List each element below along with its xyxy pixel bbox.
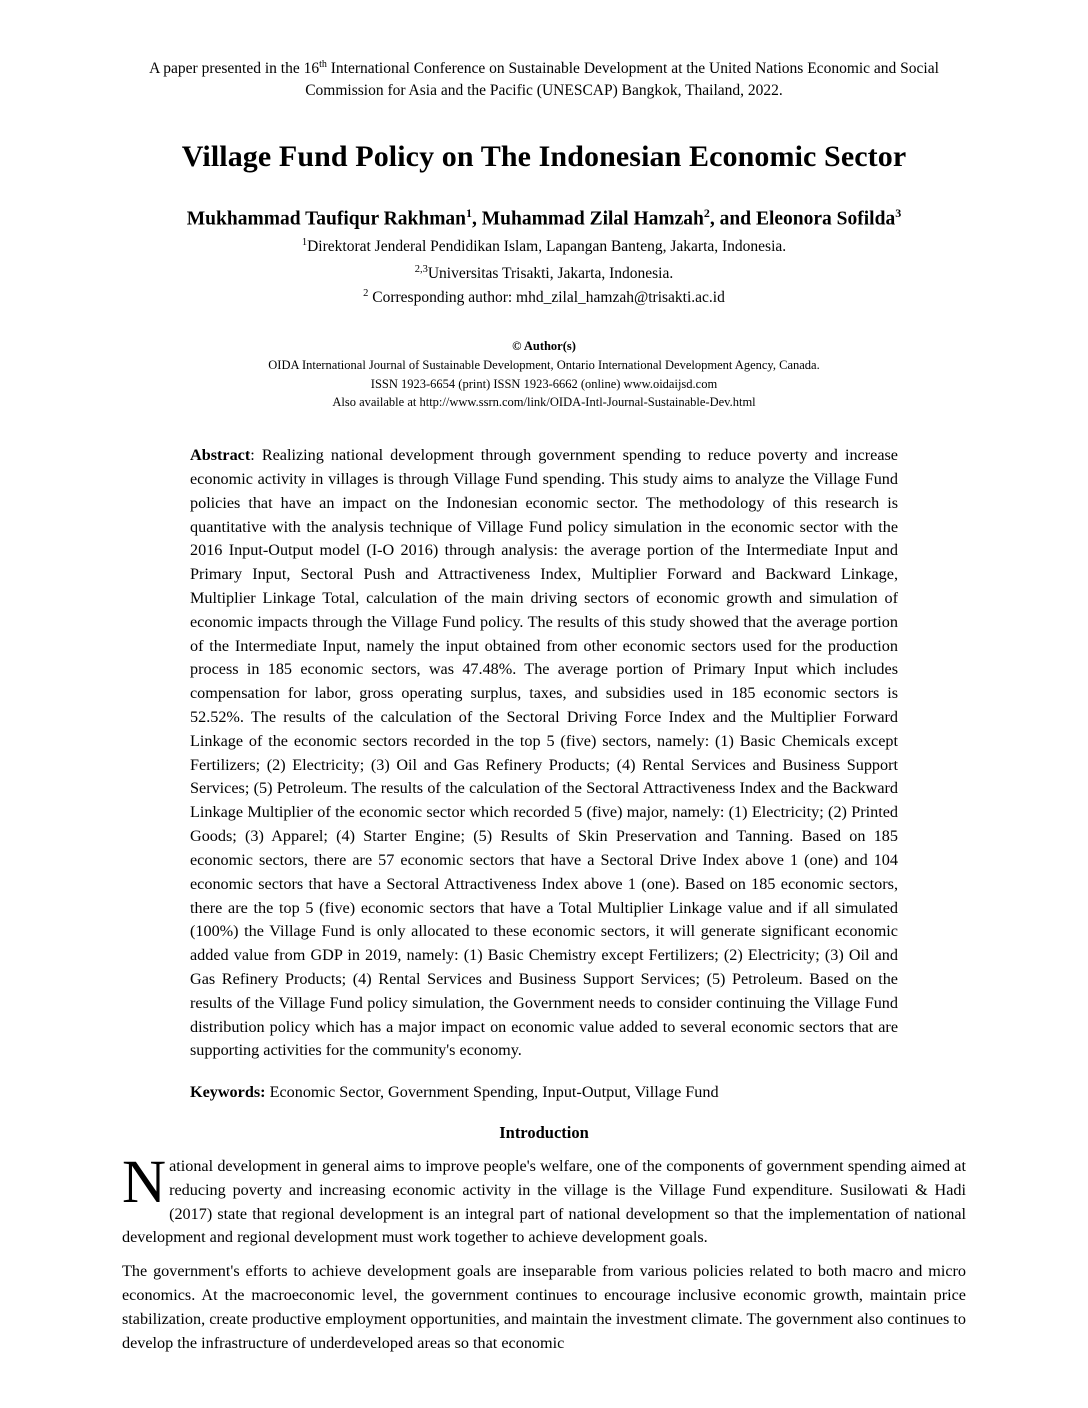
introduction-heading: Introduction xyxy=(499,1123,589,1142)
abstract-label: Abstract xyxy=(190,446,251,465)
keywords-label: Keywords: xyxy=(190,1083,266,1102)
affiliation-1-marker: 1 xyxy=(301,236,308,248)
journal-name-line: OIDA International Journal of Sustainable Development, Ontario International Development Agency, Canada. xyxy=(268,357,820,372)
corresponding-author-text: Corresponding author: mhd_zilal_hamzah@trisakti.ac.id xyxy=(368,289,725,307)
corresponding-author xyxy=(122,288,966,307)
affiliation-1 xyxy=(122,235,966,259)
copyright-line: © Author(s) xyxy=(512,339,576,354)
author-3-name: Eleonora Sofilda xyxy=(755,208,896,230)
introduction-paragraph-1 xyxy=(122,1149,966,1250)
keywords-section xyxy=(122,1081,966,1105)
author-separator-2: , and xyxy=(709,208,756,230)
author-2-name: Muhammad Zilal Hamzah xyxy=(481,208,704,230)
corresponding-author-marker: 2 xyxy=(363,287,369,299)
affiliation-2-marker: 2,3 xyxy=(414,264,428,276)
journal-issn-line: ISSN 1923-6654 (print) ISSN 1923-6662 (online) www.oidaijsd.com xyxy=(370,376,718,391)
author-1-affiliation-marker: 1 xyxy=(466,206,473,221)
author-separator-1: , xyxy=(472,208,482,230)
keywords-text: Economic Sector, Government Spending, Input-Output, Village Fund xyxy=(265,1083,719,1102)
conference-note xyxy=(132,58,956,102)
abstract-text: : Realizing national development through government spending to reduce poverty and increase economic activity in villages is through Village Fund spending. This study aims to analyze the Village Fund policies that have an impact on the Indonesian economic sector. The methodology of this research is quantitative with the analysis technique of Village Fund policy simulation in the economic sector with the 2016 Input-Output model (I-O 2016) through analysis: the average portion of the Intermediate Input and Primary Input, Sectoral Push and Attractiveness Index, Multiplier Forward and Backward Linkage, Multiplier Linkage Total, calculation of the main driving sectors of economic growth and simulation of economic impacts through the Village Fund policy. The results of this study showed that the average portion of the Intermediate Input, namely the input obtained from other economic sectors used for the production process in 185 economic sectors, was 47.48%. The average portion of Primary Input which includes compensation for labor, gross operating surplus, taxes, and subsidies used in 185 economic sectors is 52.52%. The results of the calculation of the Sectoral Driving Force Index and the Multiplier Forward Linkage of the economic sectors recorded in the top 5 (five) sectors, namely: (1) Basic Chemicals except Fertilizers; (2) Electricity; (3) Oil and Gas Refinery Products; (4) Rental Services and Business Support Services; (5) Petroleum. The results of the calculation of the Sectoral Attractiveness Index and the Backward Linkage Multiplier of the economic sector which recorded 5 (five) major, namely: (1) Electricity; (2) Printed Goods; (3) Apparel; (4) Starter Engine; (5) Results of Skin Preservation and Tanning. Based on 185 economic sectors, there are 57 economic sectors that have a Sectoral Drive Index above 1 (one) and 104 economic sectors that have a Sectoral Attractiveness Index above 1 (one). Based on 185 economic sectors, there are the top 5 (five) economic sectors that have a Total Multiplier Linkage value and if all simulated (100%) the Village Fund is only allocated to these economic sectors, it will generate significant economic added value from GDP in 2019, namely: (1) Basic Chemistry except Fertilizers; (2) Electricity; (3) Oil and Gas Refinery Products; (4) Rental Services and Business Support Services; (5) Petroleum. Based on the results of the Village Fund policy simulation, the Government needs to consider continuing the Village Fund distribution policy which has a major impact on economic value added to several economic sectors that are supporting activities for the community's economy. xyxy=(190,446,898,1060)
introduction-paragraph-1-text: ational development in general aims to improve people's welfare, one of the components of government spending aimed at reducing poverty and increasing economic activity in the village is the Village Fund expenditure. Susilowati & Hadi (2017) state that regional development is an integral part of national development so that the implementation of national development and regional development must work together to achieve development goals. xyxy=(122,1157,966,1247)
abstract-section xyxy=(122,444,966,1063)
introduction-paragraph-2: The government's efforts to achieve development goals are inseparable from various policies related to both macro and micro economics. At the macroeconomic level, the government continues to encourage inclusive economic growth, maintain price stabilization, create productive employment opportunities, and maintain the investment climate. The government also continues to develop the infrastructure of underdeveloped areas so that economic xyxy=(122,1262,966,1352)
author-3-affiliation-marker: 3 xyxy=(895,206,902,221)
affiliation-2-text: Universitas Trisakti, Jakarta, Indonesia. xyxy=(427,265,674,283)
author-1-name: Mukhammad Taufiqur Rakhman xyxy=(186,208,467,230)
conference-note-pre: A paper presented in the 16 xyxy=(149,60,320,78)
conference-note-post: International Conference on Sustainable Development at the United Nations Economic and Social Commission for Asia and the Pacific (UNESCAP) Bangkok, Thailand, 2022. xyxy=(305,60,939,100)
conference-note-ordinal: th xyxy=(319,59,327,70)
affiliation-1-text: Direktorat Jenderal Pendidikan Islam, Lapangan Banteng, Jakarta, Indonesia. xyxy=(307,237,787,255)
journal-info xyxy=(122,337,966,412)
affiliation-2 xyxy=(122,262,966,286)
page-title: Village Fund Policy on The Indonesian Economic Sector xyxy=(181,140,907,174)
drop-cap: N xyxy=(122,1149,167,1216)
author-list xyxy=(122,206,966,231)
journal-availability-line: Also available at http://www.ssrn.com/link/OIDA-Intl-Journal-Sustainable-Dev.html xyxy=(332,395,756,410)
author-2-affiliation-marker: 2 xyxy=(703,206,710,221)
